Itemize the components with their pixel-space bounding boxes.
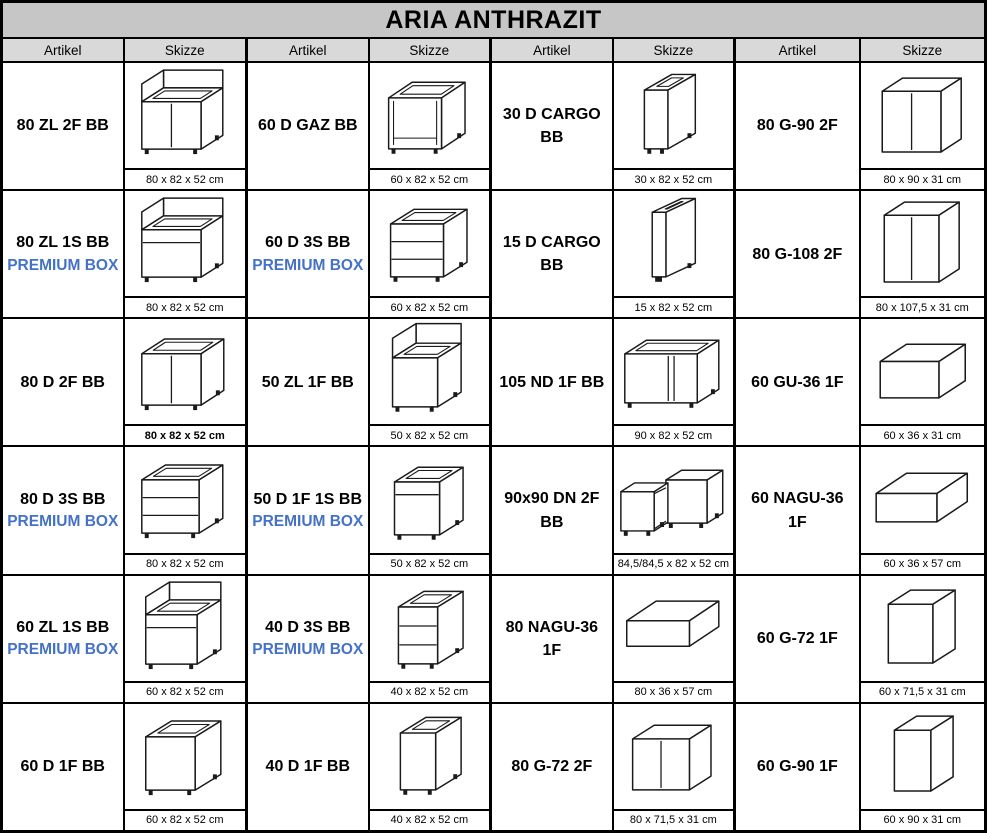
article-cell (247, 576, 368, 702)
article-cell (3, 447, 123, 573)
sketch-cell (125, 576, 246, 702)
column-header-artikel: Artikel (735, 39, 858, 61)
cabinet-sketch (125, 63, 246, 168)
article-cell (735, 447, 858, 573)
cabinet-sketch (370, 447, 490, 552)
article-cell (3, 576, 123, 702)
dimensions-label: 90 x 82 x 52 cm (614, 424, 734, 445)
cabinet-sketch (370, 319, 490, 424)
sketch-cell (614, 576, 734, 702)
cabinet-sketch (125, 576, 246, 681)
column-header-skizze: Skizze (861, 39, 984, 61)
article-code: 60 D GAZ BB (257, 117, 358, 135)
article-cell (247, 63, 368, 189)
sketch-cell (861, 63, 984, 189)
sketch-cell (614, 191, 734, 317)
dimensions-label: 15 x 82 x 52 cm (614, 296, 734, 317)
dimensions-label: 30 x 82 x 52 cm (614, 168, 734, 189)
column-header-artikel: Artikel (247, 39, 368, 61)
dimensions-label: 60 x 36 x 31 cm (861, 424, 984, 445)
premium-box-label: PREMIUM BOX (252, 256, 364, 274)
cabinet-sketch (125, 704, 246, 809)
cabinet-sketch (125, 319, 246, 424)
premium-box-label: PREMIUM BOX (252, 512, 364, 530)
cabinet-sketch (861, 576, 984, 681)
article-code: 60 G-72 1F (756, 630, 838, 648)
sketch-cell (861, 447, 984, 573)
article-code: 80 G-72 2F (511, 758, 593, 776)
article-cell (491, 576, 612, 702)
dimensions-label: 40 x 82 x 52 cm (370, 809, 490, 830)
article-cell (491, 191, 612, 317)
cabinet-sketch (370, 191, 490, 296)
product-table (3, 39, 984, 830)
sketch-cell (370, 704, 490, 830)
article-code: 60 ZL 1S BB (16, 618, 110, 636)
article-cell (247, 704, 368, 830)
dimensions-label: 60 x 82 x 52 cm (125, 809, 246, 830)
dimensions-label: 60 x 36 x 57 cm (861, 553, 984, 574)
sketch-cell (861, 704, 984, 830)
article-cell (735, 319, 858, 445)
cabinet-sketch (861, 447, 984, 552)
article-cell (491, 63, 612, 189)
article-code: 80 D 2F BB (20, 373, 105, 391)
sketch-cell (614, 319, 734, 445)
dimensions-label: 80 x 82 x 52 cm (125, 553, 246, 574)
sketch-cell (370, 63, 490, 189)
article-code: 60 GU-36 1F (751, 373, 844, 391)
article-code: 80 ZL 1S BB (16, 234, 110, 252)
article-code: 60 G-90 1F (756, 758, 838, 776)
article-cell (491, 319, 612, 445)
sketch-cell (370, 191, 490, 317)
dimensions-label: 60 x 82 x 52 cm (370, 168, 490, 189)
column-header-artikel: Artikel (491, 39, 612, 61)
dimensions-label: 40 x 82 x 52 cm (370, 681, 490, 702)
article-cell (491, 447, 612, 573)
article-cell (247, 191, 368, 317)
cabinet-sketch (614, 576, 734, 681)
sketch-cell (125, 319, 246, 445)
article-code: 105 ND 1F BB (499, 373, 605, 391)
article-cell (735, 576, 858, 702)
premium-box-label: PREMIUM BOX (252, 641, 364, 659)
dimensions-label: 80 x 82 x 52 cm (125, 424, 246, 445)
article-code: 60 D 1F BB (20, 758, 105, 776)
article-cell (3, 191, 123, 317)
article-cell (3, 319, 123, 445)
dimensions-label: 60 x 71,5 x 31 cm (861, 681, 984, 702)
cabinet-sketch (614, 63, 734, 168)
article-cell (247, 319, 368, 445)
cabinet-sketch (861, 704, 984, 809)
cabinet-sketch (125, 191, 246, 296)
dimensions-label: 60 x 82 x 52 cm (125, 681, 246, 702)
dimensions-label: 80 x 107,5 x 31 cm (861, 296, 984, 317)
premium-box-label: PREMIUM BOX (7, 641, 119, 659)
article-cell (3, 704, 123, 830)
article-code: 60 D 3S BB (265, 234, 351, 252)
dimensions-label: 80 x 36 x 57 cm (614, 681, 734, 702)
premium-box-label: PREMIUM BOX (7, 256, 119, 274)
article-cell (247, 447, 368, 573)
sketch-cell (370, 447, 490, 573)
article-code: 80 ZL 2F BB (16, 117, 109, 135)
article-cell (735, 63, 858, 189)
sketch-cell (614, 63, 734, 189)
article-code: 40 D 1F BB (265, 758, 351, 776)
sketch-cell (861, 191, 984, 317)
column-header-skizze: Skizze (370, 39, 490, 61)
column-header-skizze: Skizze (614, 39, 734, 61)
dimensions-label: 50 x 82 x 52 cm (370, 424, 490, 445)
article-cell (735, 191, 858, 317)
column-header-skizze: Skizze (125, 39, 246, 61)
article-cell (491, 704, 612, 830)
column-header-artikel: Artikel (3, 39, 123, 61)
dimensions-label: 80 x 90 x 31 cm (861, 168, 984, 189)
sketch-cell (125, 63, 246, 189)
sketch-cell (370, 576, 490, 702)
page-title: ARIA ANTHRAZIT (3, 3, 984, 37)
cabinet-sketch (125, 447, 246, 552)
premium-box-label: PREMIUM BOX (7, 512, 119, 530)
dimensions-label: 80 x 82 x 52 cm (125, 168, 246, 189)
sketch-cell (370, 319, 490, 445)
sketch-cell (614, 447, 734, 573)
article-code: 15 D CARGO BB (502, 234, 601, 275)
cabinet-sketch (370, 704, 490, 809)
dimensions-label: 50 x 82 x 52 cm (370, 553, 490, 574)
article-code: 80 G-108 2F (752, 245, 843, 263)
article-code: 50 ZL 1F BB (261, 373, 354, 391)
dimensions-label: 84,5/84,5 x 82 x 52 cm (614, 553, 734, 574)
sketch-cell (125, 191, 246, 317)
article-code: 60 NAGU-36 1F (751, 490, 844, 531)
article-code: 90x90 DN 2F BB (504, 490, 600, 531)
dimensions-label: 60 x 90 x 31 cm (861, 809, 984, 830)
sketch-cell (125, 447, 246, 573)
cabinet-sketch (861, 319, 984, 424)
sketch-cell (125, 704, 246, 830)
cabinet-sketch (370, 576, 490, 681)
cabinet-sketch (614, 447, 734, 552)
dimensions-label: 80 x 82 x 52 cm (125, 296, 246, 317)
sketch-cell (861, 576, 984, 702)
article-code: 80 D 3S BB (20, 490, 106, 508)
article-code: 80 NAGU-36 1F (505, 618, 599, 659)
cabinet-sketch (861, 191, 984, 296)
dimensions-label: 80 x 71,5 x 31 cm (614, 809, 734, 830)
article-code: 50 D 1F 1S BB (253, 490, 363, 508)
article-code: 30 D CARGO BB (502, 105, 601, 147)
article-cell (3, 63, 123, 189)
article-code: 80 G-90 2F (756, 117, 838, 135)
sketch-cell (861, 319, 984, 445)
article-code: 40 D 3S BB (265, 618, 351, 636)
cabinet-sketch (614, 319, 734, 424)
cabinet-sketch (370, 63, 490, 168)
cabinet-sketch (614, 704, 734, 809)
article-cell (735, 704, 858, 830)
cabinet-sketch (614, 191, 734, 296)
dimensions-label: 60 x 82 x 52 cm (370, 296, 490, 317)
sketch-cell (614, 704, 734, 830)
cabinet-sketch (861, 63, 984, 168)
